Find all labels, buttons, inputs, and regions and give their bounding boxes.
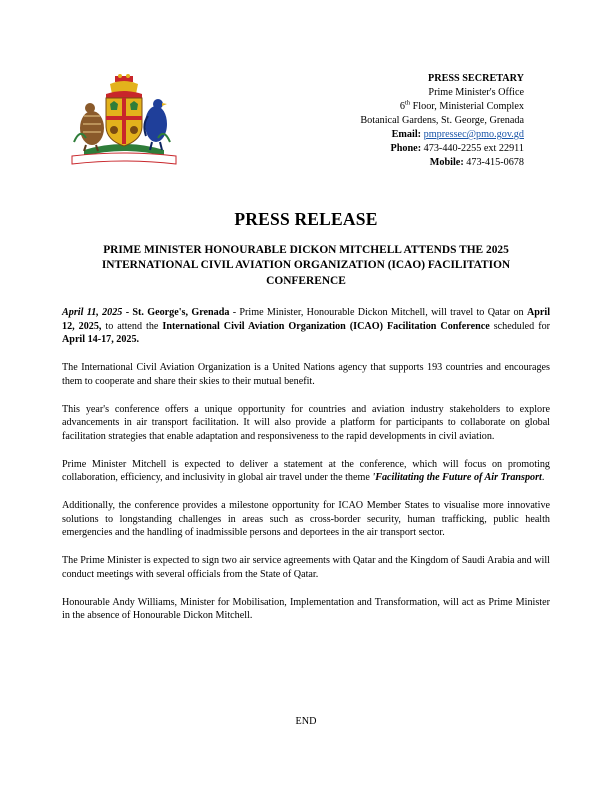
document-title: PRESS RELEASE <box>234 209 378 229</box>
email-line: Email: pmpressec@pmo.gov.gd <box>391 129 524 140</box>
paragraph-7: Honourable Andy Williams, Minister for Mobilisation, Implementation and Transformation, will act as Prime Minister in the absence of Honourable Dickon Mitchell. <box>62 596 550 622</box>
email-link[interactable]: pmpressec@pmo.gov.gd <box>423 129 524 140</box>
mobile-line: Mobile: 473-415-0678 <box>429 157 524 168</box>
office-title: PRESS SECRETARY <box>428 73 524 84</box>
grenada-coat-of-arms-icon <box>66 72 182 168</box>
office-floor: 6th Floor, Ministerial Complex <box>399 99 524 112</box>
paragraph-5: Additionally, the conference provides a milestone opportunity for ICAO Member States to visualise more innovative solutions to longstanding challenges in areas such as cross-border security, human trafficking, public health emergencies and the handling of inadmissible persons and deportees in the air transport sector. <box>62 500 550 539</box>
paragraph-6: The Prime Minister is expected to sign two air service agreements with Qatar and the Kingdom of Saudi Arabia and will conduct meetings with several officials from the State of Qatar. <box>62 555 550 580</box>
paragraph-2: The International Civil Aviation Organization is a United Nations agency that supports 193 countries and encourages them to cooperate and share their skies to their mutual benefit. <box>62 362 550 387</box>
release-body <box>62 306 550 637</box>
paragraph-1: April 11, 2025 - St. George's, Grenada - Prime Minister, Honourable Dickon Mitchell, will travel to Qatar on April 12, 2025, to attend the International Civil Aviation Organization (ICAO) Facilitation Conference scheduled for April 14-17, 2025. <box>62 307 551 346</box>
end-marker: END <box>295 716 317 727</box>
paragraph-4: Prime Minister Mitchell is expected to deliver a statement at the conference, which will focus on promoting collaboration, efficiency, and inclusivity in global air travel under the theme 'Facilitating the Future of Air Transport. <box>62 458 550 484</box>
office-name: Prime Minister's Office <box>428 87 524 98</box>
contact-block <box>264 72 524 170</box>
headline: PRIME MINISTER HONOURABLE DICKON MITCHELL ATTENDS THE 2025 INTERNATIONAL CIVIL AVIATION ORGANIZATION (ICAO) FACILITATION CONFERENCE <box>101 244 511 287</box>
office-address: Botanical Gardens, St. George, Grenada <box>360 115 524 126</box>
phone-line: Phone: 473-440-2255 ext 22911 <box>390 143 524 154</box>
paragraph-3: This year's conference offers a unique opportunity for countries and aviation industry stakeholders to explore advancements in air transport facilitation. It will also provide a platform for participants to collaborate on global facilitation strategies that enable adaptation and responsiveness to the rapid developments in civil aviation. <box>62 403 550 442</box>
